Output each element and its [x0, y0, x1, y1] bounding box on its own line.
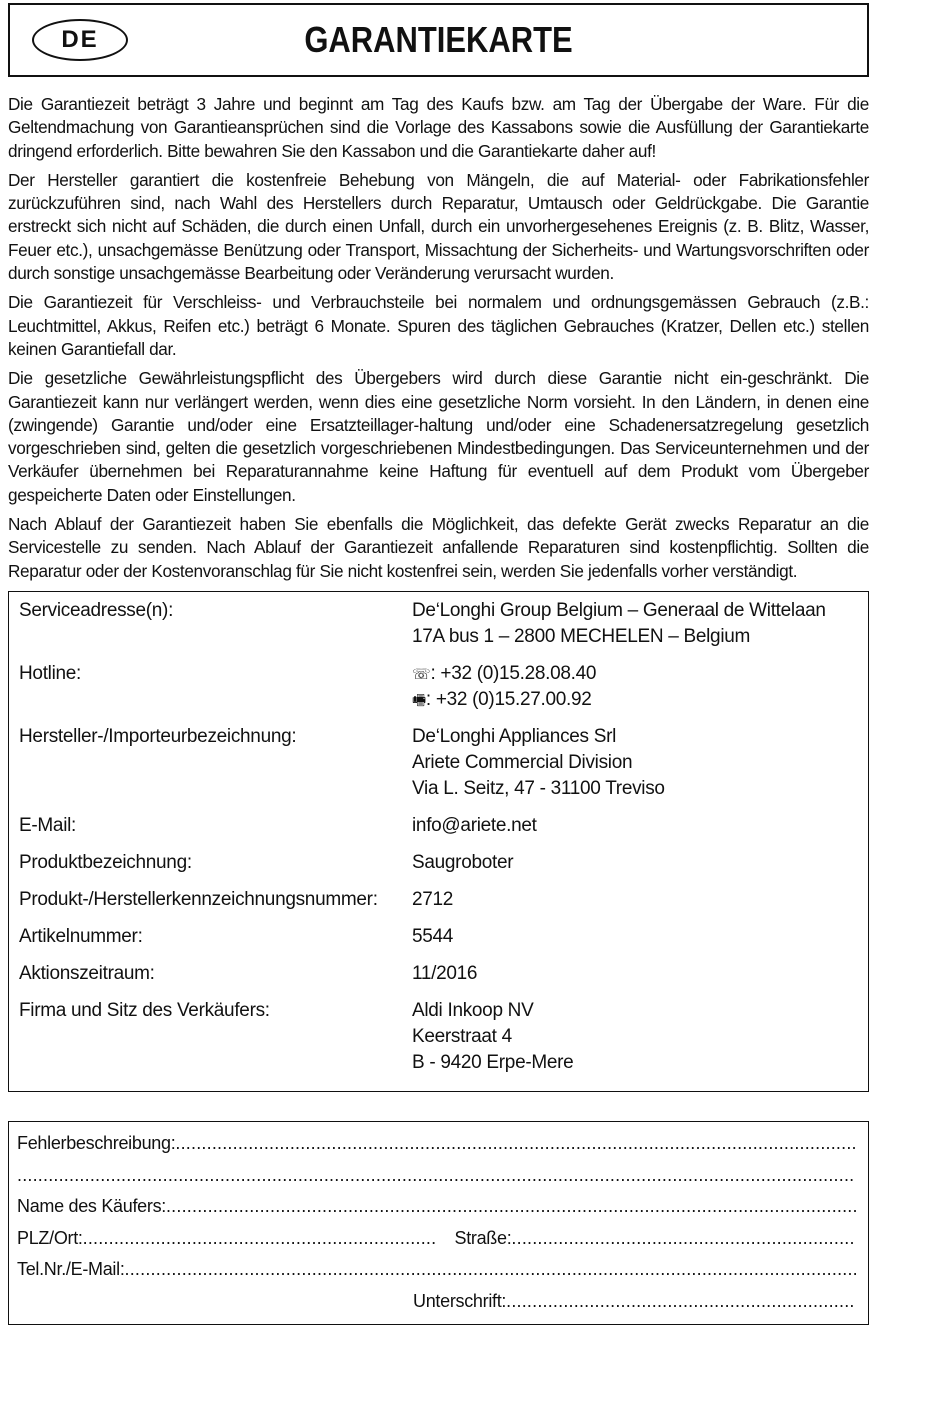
- service-address-line: 17A bus 1 – 2800 MECHELEN – Belgium: [412, 625, 751, 647]
- info-row-product-id: [19, 887, 858, 924]
- header: [8, 3, 869, 77]
- seller-line: Keerstraat 4: [412, 1025, 512, 1047]
- warranty-card: [8, 3, 869, 1325]
- info-row-email: [19, 813, 858, 850]
- seller-label: Firma und Sitz des Verkäufers:: [19, 999, 270, 1021]
- contact-field[interactable]: [125, 1254, 856, 1286]
- service-info-table: [19, 598, 858, 1087]
- terms-paragraph-5: Nach Ablauf der Garantiezeit haben Sie ebenfalls die Möglichkeit, das defekte Gerät zwecks Reparatur an die Servicestelle zu senden. Nach Ablauf der Garantiezeit anfallende Reparaturen sind kostenpflichtig. Sollten die Reparatur oder der Kostenvoranschlag für Sie nicht kostenfrei sein, werden Sie jedenfalls vorher verständigt.: [8, 514, 869, 581]
- buyer-name-label: Name des Käufers:: [17, 1196, 166, 1217]
- manufacturer-line: De‘Longhi Appliances Srl: [412, 725, 617, 747]
- customer-form: [8, 1121, 869, 1325]
- manufacturer-value: [412, 724, 858, 813]
- phone-line: [412, 661, 858, 687]
- seller-line: Aldi Inkoop NV: [412, 999, 534, 1021]
- signature-field[interactable]: [506, 1286, 856, 1318]
- street-group: [455, 1223, 857, 1255]
- phone-number: : +32 (0)15.28.08.40: [430, 662, 597, 684]
- street-label: Straße:: [454, 1227, 512, 1248]
- fault-description-field-2[interactable]: [17, 1160, 856, 1192]
- article-number-label: Artikelnummer:: [19, 925, 143, 947]
- info-row-product: [19, 850, 858, 887]
- terms-paragraph-2: Der Hersteller garantiert die kostenfreie Behebung von Mängeln, die auf Material- oder Fabrikationsfehler zurückzuführen sind, nach Wahl des Herstellers durch Reparatur, Umtausch oder Geldrückgabe. Die Garantie erstreckt sich nicht auf Schäden, die durch einen Unfall, durch ein unvorhergesehenes Ereignis (z. B. Blitz, Wasser, Feuer etc.), unsachgemässe Benützung oder Transport, Missachtung der Sicherheits- und Wartungsvorschriften oder durch sonstige unsachgemässe Bearbeitung oder Veränderung verursacht wurden.: [8, 169, 869, 284]
- address-row: [17, 1223, 856, 1255]
- seller-line: B - 9420 Erpe-Mere: [412, 1051, 574, 1073]
- seller-value: [412, 998, 858, 1087]
- info-row-article: [19, 924, 858, 961]
- promotion-period-label: Aktionszeitraum:: [19, 962, 155, 984]
- fault-description-field[interactable]: [175, 1128, 856, 1160]
- postal-city-field[interactable]: [83, 1223, 437, 1255]
- fault-description-row-2: [17, 1160, 856, 1192]
- info-row-period: [19, 961, 858, 998]
- contact-label: Tel.Nr./E-Mail:: [17, 1259, 125, 1280]
- hotline-label: Hotline:: [19, 662, 82, 684]
- terms-paragraph-3: Die Garantiezeit für Verschleiss- und Verbrauchsteile bei normalem und ordnungsgemässen Gebrauch (z.B.: Leuchtmittel, Akkus, Reifen etc.) beträgt 6 Monate. Spuren des täglichen Gebrauches (Kratzer, Dellen etc.) stellen keinen Garantiefall dar.: [8, 292, 869, 359]
- info-row-manufacturer: [19, 724, 858, 813]
- country-badge: DE: [32, 19, 128, 61]
- product-id-value: 2712: [412, 888, 454, 910]
- signature-row: [17, 1286, 856, 1318]
- info-row-service: [19, 598, 858, 661]
- service-address-value: [412, 598, 858, 661]
- contact-row: [17, 1254, 856, 1286]
- postal-city-label: PLZ/Ort:: [17, 1227, 83, 1248]
- street-field[interactable]: [511, 1223, 856, 1255]
- fax-line: [412, 687, 858, 713]
- service-address-label: Serviceadresse(n):: [19, 599, 174, 621]
- phone-icon: ☏: [412, 664, 431, 683]
- postal-city-group: [17, 1223, 437, 1255]
- manufacturer-line: Ariete Commercial Division: [412, 751, 633, 773]
- terms-paragraph-1: Die Garantiezeit beträgt 3 Jahre und beginnt am Tag des Kaufs bzw. am Tag der Übergabe der Ware. Für die Geltendmachung von Garantieansprüchen sind die Vorlage des Kassabons sowie die Ausfüllung der Garantiekarte dringend erforderlich. Bitte bewahren Sie den Kassabon und die Garantiekarte daher auf!: [8, 94, 869, 161]
- email-label: E-Mail:: [19, 814, 77, 836]
- page-title: GARANTIEKARTE: [304, 19, 573, 60]
- fax-number: : +32 (0)15.27.00.92: [425, 688, 592, 710]
- product-value: Saugroboter: [412, 851, 514, 873]
- terms-paragraph-4: Die gesetzliche Gewährleistungspflicht des Übergebers wird durch diese Garantie nicht ein-geschränkt. Die Garantiezeit kann nur verlängert werden, wenn dies eine gesetzliche Norm vorsieht. In den Ländern, in denen eine (zwingende) Garantie und/oder eine Ersatzteillager-haltung und/oder eine Schadenersatzregelung gesetzlich vorgeschrieben sind, gelten die gesetzlich vorgeschriebenen Mindestbedingungen. Das Serviceunternehmen und der Verkäufer übernehmen bei Reparaturannahme keine Haftung für eventuell auf dem Produkt vom Übergeber gespeicherte Daten oder Einstellungen.: [8, 368, 869, 505]
- buyer-name-row: [17, 1191, 856, 1223]
- fault-description-row: [17, 1128, 856, 1160]
- product-id-label: Produkt-/Herstellerkennzeichnungsnummer:: [19, 888, 378, 910]
- service-info-box: [8, 591, 869, 1092]
- product-label: Produktbezeichnung:: [19, 851, 192, 873]
- email-value: info@ariete.net: [412, 814, 537, 836]
- manufacturer-line: Via L. Seitz, 47 - 31100 Treviso: [412, 777, 665, 799]
- fax-icon: 🖷: [412, 690, 426, 709]
- article-number-value: 5544: [412, 925, 454, 947]
- fault-description-label: Fehlerbeschreibung:: [17, 1132, 176, 1153]
- promotion-period-value: 11/2016: [412, 962, 478, 984]
- buyer-name-field[interactable]: [166, 1191, 856, 1223]
- info-row-seller: [19, 998, 858, 1087]
- hotline-value: [412, 661, 858, 724]
- info-row-hotline: [19, 661, 858, 724]
- signature-label: Unterschrift:: [413, 1290, 507, 1311]
- manufacturer-label: Hersteller-/Importeurbezeichnung:: [19, 725, 297, 747]
- service-address-line: De‘Longhi Group Belgium – Generaal de Wittelaan: [412, 599, 826, 621]
- warranty-terms: [8, 93, 869, 583]
